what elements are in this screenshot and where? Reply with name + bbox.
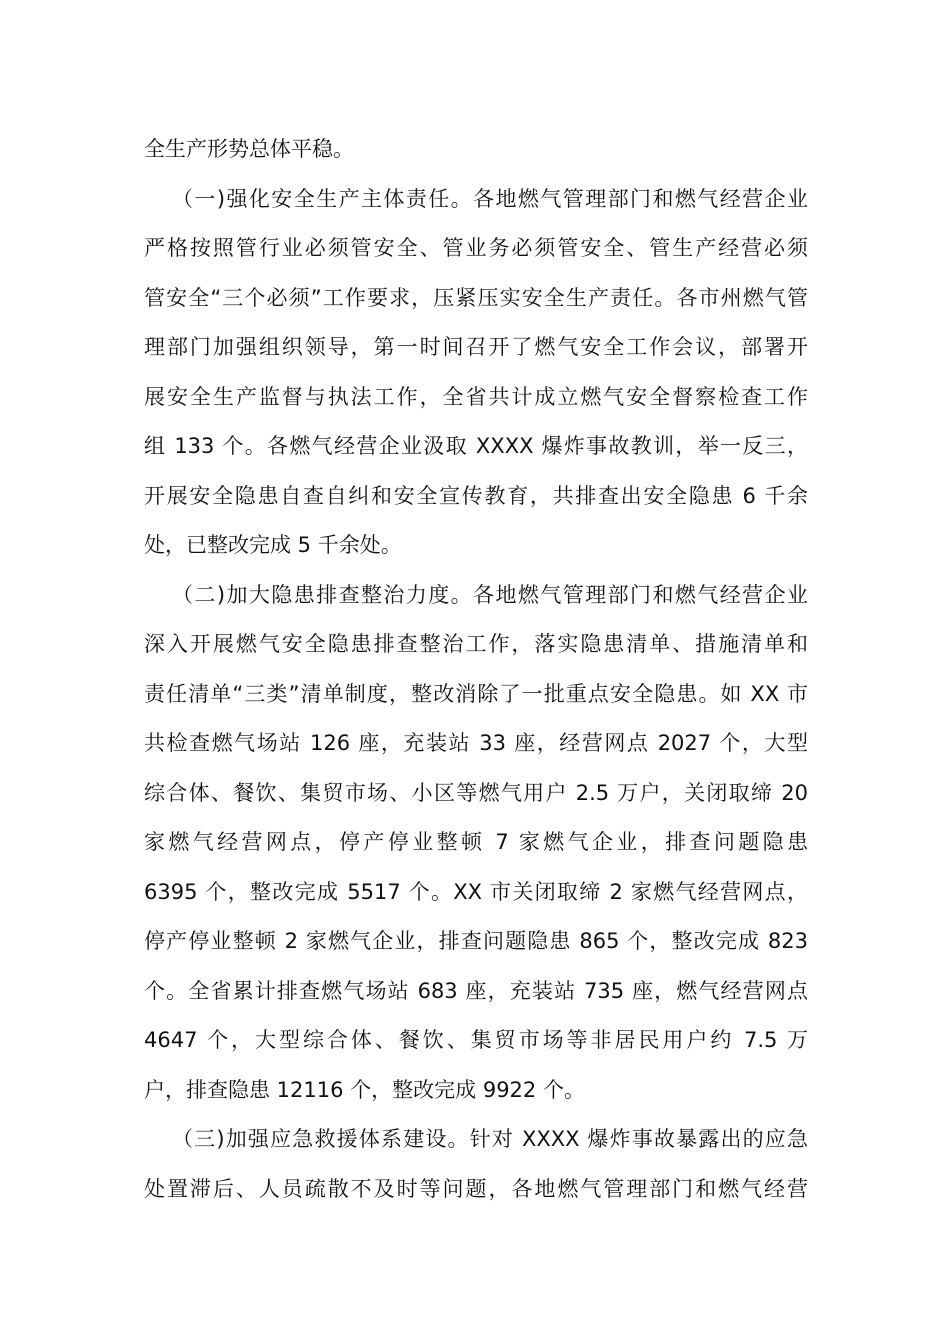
text-line: 家燃气经营网点，停产停业整顿 7 家燃气企业，排查问题隐患 xyxy=(144,830,808,854)
document-body xyxy=(144,125,808,1214)
text-line: （一)强化安全生产主体责任。各地燃气管理部门和燃气经营企业 xyxy=(172,186,808,211)
text-line: 展安全生产监督与执法工作，全省共计成立燃气安全督察检查工作 xyxy=(144,384,808,409)
text-line: 严格按照管行业必须管安全、管业务必须管安全、管生产经营必须 xyxy=(144,236,808,260)
text-line: 深入开展燃气安全隐患排查整治工作，落实隐患清单、措施清单和 xyxy=(144,632,808,656)
text-line: 责任清单“三类”清单制度，整改消除了一批重点安全隐患。如 XX 市 xyxy=(144,681,808,706)
text-line: （二)加大隐患排查整治力度。各地燃气管理部门和燃气经营企业 xyxy=(172,582,808,607)
text-line: 综合体、餐饮、集贸市场、小区等燃气用户 2.5 万户，关闭取缔 20 xyxy=(144,780,808,805)
text-line: 停产停业整顿 2 家燃气企业，排查问题隐患 865 个，整改完成 823 xyxy=(144,929,808,953)
text-line: 处，已整改完成 5 千余处。 xyxy=(144,533,402,557)
text-line: 组 133 个。各燃气经营企业汲取 XXXX 爆炸事故教训，举一反三， xyxy=(144,434,808,458)
text-line: 个。全省累计排查燃气场站 683 座，充装站 735 座，燃气经营网点 xyxy=(144,978,808,1003)
text-line: 户，排查隐患 12116 个，整改完成 9922 个。 xyxy=(144,1077,585,1102)
text-line: （三)加强应急救援体系建设。针对 XXXX 爆炸事故暴露出的应急 xyxy=(172,1127,808,1151)
text-line: 4647 个，大型综合体、餐饮、集贸市场等非居民用户约 7.5 万 xyxy=(144,1028,808,1052)
text-line: 开展安全隐患自查自纠和安全宣传教育，共排查出安全隐患 6 千余 xyxy=(144,483,808,508)
text-line: 6395 个，整改完成 5517 个。XX 市关闭取缔 2 家燃气经营网点， xyxy=(144,879,808,904)
text-line: 理部门加强组织领导，第一时间召开了燃气安全工作会议，部署开 xyxy=(144,335,808,359)
text-line: 全生产形势总体平稳。 xyxy=(144,137,354,161)
text-line: 管安全“三个必须”工作要求，压紧压实安全生产责任。各市州燃气管 xyxy=(144,285,808,310)
text-line: 共检查燃气场站 126 座，充装站 33 座，经营网点 2027 个，大型 xyxy=(144,731,808,755)
text-line: 处置滞后、人员疏散不及时等问题，各地燃气管理部门和燃气经营 xyxy=(144,1176,808,1201)
